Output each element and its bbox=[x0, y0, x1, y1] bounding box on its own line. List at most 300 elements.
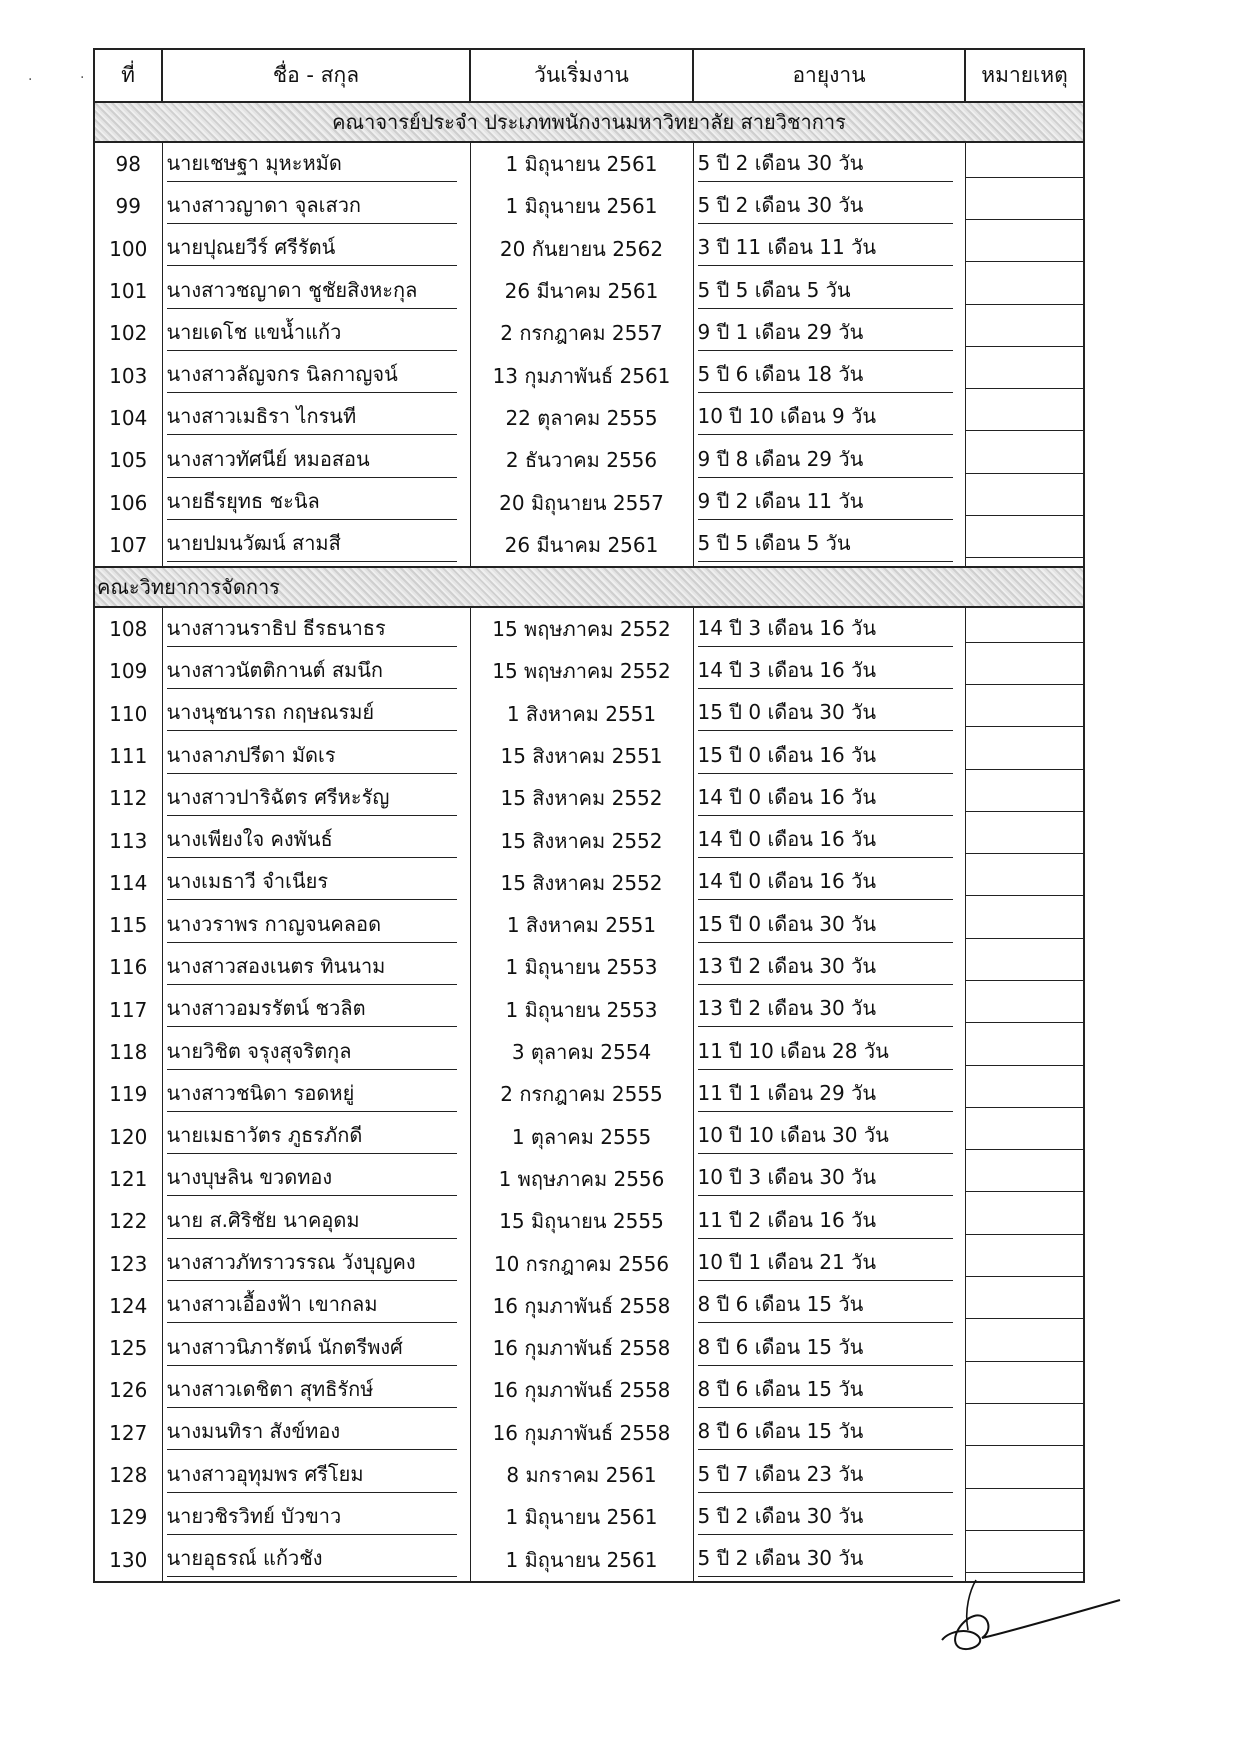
table-row bbox=[94, 1031, 1084, 1073]
name-cell bbox=[162, 1116, 470, 1158]
remark-line bbox=[966, 1462, 1084, 1489]
table-row bbox=[94, 312, 1084, 354]
tenure-cell bbox=[693, 693, 965, 735]
tenure-cell bbox=[693, 1369, 965, 1411]
person-name: นางสาวนราธิป ธีรธนาธร bbox=[167, 612, 457, 647]
person-name: นายเดโช แขน้ำแก้ว bbox=[167, 316, 457, 351]
remark-line bbox=[966, 1419, 1084, 1446]
section-header-row bbox=[94, 102, 1084, 142]
name-cell bbox=[162, 481, 470, 523]
start-date-cell: 1 มิถุนายน 2561 bbox=[470, 1539, 693, 1582]
remark-cell bbox=[965, 354, 1084, 396]
person-name: นางสาวชญาดา ชูชัยสิงหะกุล bbox=[167, 274, 457, 309]
scan-speck: · bbox=[80, 70, 85, 86]
row-number: 129 bbox=[94, 1496, 162, 1538]
table-row bbox=[94, 228, 1084, 270]
remark-cell bbox=[965, 1327, 1084, 1369]
tenure-value: 5 ปี 2 เดือน 30 วัน bbox=[698, 1542, 953, 1577]
person-name: นายเมธาวัตร ภูธรภักดี bbox=[167, 1119, 457, 1154]
remark-cell bbox=[965, 946, 1084, 988]
name-cell bbox=[162, 397, 470, 439]
start-date-cell: 15 สิงหาคม 2552 bbox=[470, 777, 693, 819]
table-row bbox=[94, 1242, 1084, 1284]
remark-cell bbox=[965, 439, 1084, 481]
personnel-table-page bbox=[93, 48, 1083, 1583]
start-date-cell: 16 กุมภาพันธ์ 2558 bbox=[470, 1327, 693, 1369]
remark-line bbox=[966, 1165, 1084, 1192]
person-name: นาย ส.ศิริชัย นาคอุดม bbox=[167, 1204, 457, 1239]
remark-line bbox=[966, 404, 1084, 431]
start-date-cell: 15 สิงหาคม 2552 bbox=[470, 819, 693, 861]
name-cell bbox=[162, 1285, 470, 1327]
person-name: นางสาวทัศนีย์ หมอสอน bbox=[167, 443, 457, 478]
row-number: 122 bbox=[94, 1200, 162, 1242]
tenure-cell bbox=[693, 1327, 965, 1369]
person-name: นางสาวชนิดา รอดหยู่ bbox=[167, 1077, 457, 1112]
table-row bbox=[94, 1412, 1084, 1454]
row-number: 113 bbox=[94, 819, 162, 861]
remark-cell bbox=[965, 1285, 1084, 1327]
tenure-cell bbox=[693, 312, 965, 354]
tenure-cell bbox=[693, 777, 965, 819]
name-cell bbox=[162, 142, 470, 185]
tenure-cell bbox=[693, 862, 965, 904]
name-cell bbox=[162, 1327, 470, 1369]
row-number: 104 bbox=[94, 397, 162, 439]
start-date-cell: 15 สิงหาคม 2551 bbox=[470, 735, 693, 777]
tenure-cell bbox=[693, 481, 965, 523]
start-date-cell: 1 พฤษภาคม 2556 bbox=[470, 1158, 693, 1200]
row-number: 116 bbox=[94, 946, 162, 988]
tenure-value: 3 ปี 11 เดือน 11 วัน bbox=[698, 231, 953, 266]
name-cell bbox=[162, 650, 470, 692]
header-remark: หมายเหตุ bbox=[965, 49, 1084, 102]
person-name: นายธีรยุทธ ชะนิล bbox=[167, 485, 457, 520]
remark-cell bbox=[965, 524, 1084, 567]
tenure-cell bbox=[693, 1073, 965, 1115]
remark-line bbox=[966, 1081, 1084, 1108]
remark-cell bbox=[965, 1496, 1084, 1538]
remark-line bbox=[966, 531, 1084, 558]
start-date-cell: 3 ตุลาคม 2554 bbox=[470, 1031, 693, 1073]
table-row bbox=[94, 904, 1084, 946]
table-row bbox=[94, 693, 1084, 735]
remark-cell bbox=[965, 862, 1084, 904]
person-name: นายปุณยวีร์ ศรีรัตน์ bbox=[167, 231, 457, 266]
header-start-date: วันเริ่มงาน bbox=[470, 49, 693, 102]
remark-line bbox=[966, 1504, 1084, 1531]
remark-cell bbox=[965, 777, 1084, 819]
name-cell bbox=[162, 1031, 470, 1073]
tenure-value: 10 ปี 10 เดือน 30 วัน bbox=[698, 1119, 953, 1154]
tenure-cell bbox=[693, 1158, 965, 1200]
tenure-cell bbox=[693, 735, 965, 777]
table-row bbox=[94, 1073, 1084, 1115]
remark-cell bbox=[965, 397, 1084, 439]
person-name: นางสาวภัทราวรรณ วังบุญคง bbox=[167, 1246, 457, 1281]
start-date-cell: 15 พฤษภาคม 2552 bbox=[470, 607, 693, 650]
remark-cell bbox=[965, 904, 1084, 946]
table-row bbox=[94, 989, 1084, 1031]
row-number: 98 bbox=[94, 142, 162, 185]
tenure-value: 5 ปี 5 เดือน 5 วัน bbox=[698, 274, 953, 309]
remark-line bbox=[966, 869, 1084, 896]
tenure-cell bbox=[693, 524, 965, 567]
person-name: นางสาวอมรรัตน์ ชวลิต bbox=[167, 992, 457, 1027]
header-tenure: อายุงาน bbox=[693, 49, 965, 102]
table-row bbox=[94, 185, 1084, 227]
remark-line bbox=[966, 912, 1084, 939]
start-date-cell: 15 มิถุนายน 2555 bbox=[470, 1200, 693, 1242]
section-header-row bbox=[94, 567, 1084, 607]
remark-cell bbox=[965, 1073, 1084, 1115]
name-cell bbox=[162, 1369, 470, 1411]
tenure-cell bbox=[693, 1496, 965, 1538]
start-date-cell: 1 มิถุนายน 2553 bbox=[470, 989, 693, 1031]
row-number: 119 bbox=[94, 1073, 162, 1115]
remark-cell bbox=[965, 270, 1084, 312]
table-body bbox=[94, 102, 1084, 1582]
tenure-value: 5 ปี 5 เดือน 5 วัน bbox=[698, 527, 953, 562]
handwritten-signature bbox=[930, 1570, 1130, 1660]
start-date-cell: 2 กรกฎาคม 2557 bbox=[470, 312, 693, 354]
person-name: นายอุธรณ์ แก้วชัง bbox=[167, 1542, 457, 1577]
person-name: นางเมธาวี จำเนียร bbox=[167, 865, 457, 900]
name-cell bbox=[162, 1496, 470, 1538]
row-number: 126 bbox=[94, 1369, 162, 1411]
tenure-value: 11 ปี 2 เดือน 16 วัน bbox=[698, 1204, 953, 1239]
tenure-cell bbox=[693, 904, 965, 946]
tenure-cell bbox=[693, 819, 965, 861]
tenure-cell bbox=[693, 1285, 965, 1327]
name-cell bbox=[162, 312, 470, 354]
person-name: นายวชิรวิทย์ บัวขาว bbox=[167, 1500, 457, 1535]
remark-line bbox=[966, 1250, 1084, 1277]
remark-cell bbox=[965, 1158, 1084, 1200]
person-name: นางสาวญาดา จุลเสวก bbox=[167, 189, 457, 224]
table-header-row bbox=[94, 49, 1084, 102]
remark-cell bbox=[965, 693, 1084, 735]
tenure-value: 8 ปี 6 เดือน 15 วัน bbox=[698, 1331, 953, 1366]
tenure-cell bbox=[693, 439, 965, 481]
remark-cell bbox=[965, 481, 1084, 523]
table-row bbox=[94, 142, 1084, 185]
name-cell bbox=[162, 819, 470, 861]
table-row bbox=[94, 1454, 1084, 1496]
table-row bbox=[94, 607, 1084, 650]
tenure-value: 14 ปี 0 เดือน 16 วัน bbox=[698, 823, 953, 858]
name-cell bbox=[162, 1242, 470, 1284]
row-number: 110 bbox=[94, 693, 162, 735]
row-number: 108 bbox=[94, 607, 162, 650]
row-number: 112 bbox=[94, 777, 162, 819]
table-row bbox=[94, 481, 1084, 523]
tenure-value: 8 ปี 6 เดือน 15 วัน bbox=[698, 1415, 953, 1450]
tenure-cell bbox=[693, 142, 965, 185]
remark-cell bbox=[965, 607, 1084, 650]
person-name: นายวิชิต จรุงสุจริตกุล bbox=[167, 1035, 457, 1070]
name-cell bbox=[162, 693, 470, 735]
remark-cell bbox=[965, 1031, 1084, 1073]
remark-line bbox=[966, 616, 1084, 643]
row-number: 111 bbox=[94, 735, 162, 777]
remark-cell bbox=[965, 1412, 1084, 1454]
remark-line bbox=[966, 700, 1084, 727]
name-cell bbox=[162, 735, 470, 777]
table-row bbox=[94, 946, 1084, 988]
tenure-cell bbox=[693, 1242, 965, 1284]
tenure-cell bbox=[693, 607, 965, 650]
start-date-cell: 1 มิถุนายน 2561 bbox=[470, 185, 693, 227]
person-name: นายเชษฐา มุหะหมัด bbox=[167, 147, 457, 182]
person-name: นางสาวเดชิตา สุทธิรักษ์ bbox=[167, 1373, 457, 1408]
start-date-cell: 20 กันยายน 2562 bbox=[470, 228, 693, 270]
start-date-cell: 13 กุมภาพันธ์ 2561 bbox=[470, 354, 693, 396]
row-number: 107 bbox=[94, 524, 162, 567]
remark-line bbox=[966, 320, 1084, 347]
personnel-table bbox=[93, 48, 1085, 1583]
table-row bbox=[94, 735, 1084, 777]
remark-cell bbox=[965, 650, 1084, 692]
remark-line bbox=[966, 151, 1084, 178]
remark-line bbox=[966, 278, 1084, 305]
tenure-cell bbox=[693, 1116, 965, 1158]
remark-line bbox=[966, 996, 1084, 1023]
tenure-value: 13 ปี 2 เดือน 30 วัน bbox=[698, 950, 953, 985]
tenure-value: 10 ปี 1 เดือน 21 วัน bbox=[698, 1246, 953, 1281]
row-number: 100 bbox=[94, 228, 162, 270]
tenure-value: 9 ปี 1 เดือน 29 วัน bbox=[698, 316, 953, 351]
row-number: 123 bbox=[94, 1242, 162, 1284]
name-cell bbox=[162, 228, 470, 270]
remark-line bbox=[966, 1208, 1084, 1235]
tenure-value: 15 ปี 0 เดือน 30 วัน bbox=[698, 908, 953, 943]
table-row bbox=[94, 1158, 1084, 1200]
remark-line bbox=[966, 785, 1084, 812]
name-cell bbox=[162, 989, 470, 1031]
tenure-value: 14 ปี 0 เดือน 16 วัน bbox=[698, 781, 953, 816]
table-row bbox=[94, 1327, 1084, 1369]
person-name: นางสาวเอื้องฟ้า เขากลม bbox=[167, 1288, 457, 1323]
start-date-cell: 16 กุมภาพันธ์ 2558 bbox=[470, 1285, 693, 1327]
tenure-cell bbox=[693, 1031, 965, 1073]
row-number: 124 bbox=[94, 1285, 162, 1327]
person-name: นางบุษลิน ขวดทอง bbox=[167, 1161, 457, 1196]
row-number: 128 bbox=[94, 1454, 162, 1496]
person-name: นางลาภปรีดา มัดเร bbox=[167, 739, 457, 774]
name-cell bbox=[162, 1539, 470, 1582]
start-date-cell: 16 กุมภาพันธ์ 2558 bbox=[470, 1369, 693, 1411]
row-number: 125 bbox=[94, 1327, 162, 1369]
tenure-value: 5 ปี 2 เดือน 30 วัน bbox=[698, 189, 953, 224]
tenure-value: 9 ปี 2 เดือน 11 วัน bbox=[698, 485, 953, 520]
remark-cell bbox=[965, 1369, 1084, 1411]
row-number: 118 bbox=[94, 1031, 162, 1073]
remark-line bbox=[966, 1123, 1084, 1150]
tenure-cell bbox=[693, 185, 965, 227]
tenure-value: 11 ปี 10 เดือน 28 วัน bbox=[698, 1035, 953, 1070]
tenure-value: 11 ปี 1 เดือน 29 วัน bbox=[698, 1077, 953, 1112]
remark-cell bbox=[965, 312, 1084, 354]
section-title: คณาจารย์ประจำ ประเภทพนักงานมหาวิทยาลัย สายวิชาการ bbox=[94, 102, 1084, 142]
remark-cell bbox=[965, 735, 1084, 777]
remark-cell bbox=[965, 142, 1084, 185]
tenure-value: 14 ปี 3 เดือน 16 วัน bbox=[698, 612, 953, 647]
header-name: ชื่อ - สกุล bbox=[162, 49, 470, 102]
remark-cell bbox=[965, 1454, 1084, 1496]
start-date-cell: 26 มีนาคม 2561 bbox=[470, 524, 693, 567]
remark-line bbox=[966, 235, 1084, 262]
remark-cell bbox=[965, 819, 1084, 861]
person-name: นางสาวลัญจกร นิลกาญจน์ bbox=[167, 358, 457, 393]
table-row bbox=[94, 270, 1084, 312]
tenure-value: 5 ปี 2 เดือน 30 วัน bbox=[698, 147, 953, 182]
start-date-cell: 10 กรกฎาคม 2556 bbox=[470, 1242, 693, 1284]
tenure-cell bbox=[693, 228, 965, 270]
tenure-value: 15 ปี 0 เดือน 16 วัน bbox=[698, 739, 953, 774]
table-row bbox=[94, 777, 1084, 819]
start-date-cell: 26 มีนาคม 2561 bbox=[470, 270, 693, 312]
start-date-cell: 1 ตุลาคม 2555 bbox=[470, 1116, 693, 1158]
remark-cell bbox=[965, 1242, 1084, 1284]
row-number: 103 bbox=[94, 354, 162, 396]
name-cell bbox=[162, 1454, 470, 1496]
start-date-cell: 1 มิถุนายน 2561 bbox=[470, 142, 693, 185]
start-date-cell: 1 สิงหาคม 2551 bbox=[470, 904, 693, 946]
tenure-value: 10 ปี 3 เดือน 30 วัน bbox=[698, 1161, 953, 1196]
start-date-cell: 20 มิถุนายน 2557 bbox=[470, 481, 693, 523]
row-number: 121 bbox=[94, 1158, 162, 1200]
remark-cell bbox=[965, 989, 1084, 1031]
remark-cell bbox=[965, 185, 1084, 227]
start-date-cell: 1 สิงหาคม 2551 bbox=[470, 693, 693, 735]
row-number: 102 bbox=[94, 312, 162, 354]
person-name: นางสาวนัตติกานต์ สมนึก bbox=[167, 654, 457, 689]
tenure-cell bbox=[693, 397, 965, 439]
person-name: นางสาวเมธิรา ไกรนที bbox=[167, 400, 457, 435]
tenure-cell bbox=[693, 946, 965, 988]
table-row bbox=[94, 862, 1084, 904]
start-date-cell: 2 กรกฎาคม 2555 bbox=[470, 1073, 693, 1115]
row-number: 117 bbox=[94, 989, 162, 1031]
tenure-value: 10 ปี 10 เดือน 9 วัน bbox=[698, 400, 953, 435]
name-cell bbox=[162, 862, 470, 904]
remark-line bbox=[966, 447, 1084, 474]
start-date-cell: 22 ตุลาคม 2555 bbox=[470, 397, 693, 439]
tenure-cell bbox=[693, 989, 965, 1031]
name-cell bbox=[162, 1158, 470, 1200]
name-cell bbox=[162, 946, 470, 988]
tenure-value: 8 ปี 6 เดือน 15 วัน bbox=[698, 1373, 953, 1408]
row-number: 99 bbox=[94, 185, 162, 227]
start-date-cell: 16 กุมภาพันธ์ 2558 bbox=[470, 1412, 693, 1454]
tenure-cell bbox=[693, 270, 965, 312]
tenure-value: 15 ปี 0 เดือน 30 วัน bbox=[698, 696, 953, 731]
name-cell bbox=[162, 1412, 470, 1454]
header-no: ที่ bbox=[94, 49, 162, 102]
tenure-cell bbox=[693, 1412, 965, 1454]
remark-line bbox=[966, 362, 1084, 389]
section-title: คณะวิทยาการจัดการ bbox=[94, 567, 1084, 607]
person-name: นางสาวอุทุมพร ศรีโยม bbox=[167, 1458, 457, 1493]
remark-line bbox=[966, 1377, 1084, 1404]
name-cell bbox=[162, 1200, 470, 1242]
tenure-cell bbox=[693, 650, 965, 692]
table-row bbox=[94, 1496, 1084, 1538]
remark-cell bbox=[965, 228, 1084, 270]
table-row bbox=[94, 439, 1084, 481]
person-name: นางมนทิรา สังข์ทอง bbox=[167, 1415, 457, 1450]
person-name: นางสาวปาริฉัตร ศรีหะรัญ bbox=[167, 781, 457, 816]
remark-line bbox=[966, 827, 1084, 854]
table-row bbox=[94, 819, 1084, 861]
remark-line bbox=[966, 1039, 1084, 1066]
name-cell bbox=[162, 439, 470, 481]
tenure-value: 9 ปี 8 เดือน 29 วัน bbox=[698, 443, 953, 478]
table-row bbox=[94, 1285, 1084, 1327]
row-number: 115 bbox=[94, 904, 162, 946]
remark-cell bbox=[965, 1200, 1084, 1242]
table-row bbox=[94, 397, 1084, 439]
remark-line bbox=[966, 954, 1084, 981]
tenure-value: 14 ปี 3 เดือน 16 วัน bbox=[698, 654, 953, 689]
row-number: 120 bbox=[94, 1116, 162, 1158]
start-date-cell: 1 มิถุนายน 2553 bbox=[470, 946, 693, 988]
start-date-cell: 15 พฤษภาคม 2552 bbox=[470, 650, 693, 692]
row-number: 114 bbox=[94, 862, 162, 904]
remark-line bbox=[966, 1335, 1084, 1362]
person-name: นางนุชนารถ กฤษณรมย์ bbox=[167, 696, 457, 731]
person-name: นางสาวนิภารัตน์ นักตรีพงศ์ bbox=[167, 1331, 457, 1366]
person-name: นางเพียงใจ คงพันธ์ bbox=[167, 823, 457, 858]
name-cell bbox=[162, 185, 470, 227]
row-number: 130 bbox=[94, 1539, 162, 1582]
tenure-value: 5 ปี 2 เดือน 30 วัน bbox=[698, 1500, 953, 1535]
name-cell bbox=[162, 607, 470, 650]
table-row bbox=[94, 1116, 1084, 1158]
start-date-cell: 15 สิงหาคม 2552 bbox=[470, 862, 693, 904]
tenure-cell bbox=[693, 1539, 965, 1582]
tenure-value: 14 ปี 0 เดือน 16 วัน bbox=[698, 865, 953, 900]
tenure-cell bbox=[693, 1200, 965, 1242]
remark-line bbox=[966, 489, 1084, 516]
row-number: 109 bbox=[94, 650, 162, 692]
person-name: นางวราพร กาญจนคลอด bbox=[167, 908, 457, 943]
tenure-value: 8 ปี 6 เดือน 15 วัน bbox=[698, 1288, 953, 1323]
remark-line bbox=[966, 193, 1084, 220]
remark-line bbox=[966, 743, 1084, 770]
remark-cell bbox=[965, 1116, 1084, 1158]
table-row bbox=[94, 1369, 1084, 1411]
row-number: 106 bbox=[94, 481, 162, 523]
start-date-cell: 8 มกราคม 2561 bbox=[470, 1454, 693, 1496]
table-row bbox=[94, 1200, 1084, 1242]
table-row bbox=[94, 524, 1084, 567]
row-number: 127 bbox=[94, 1412, 162, 1454]
person-name: นายปมนวัฒน์ สามสี bbox=[167, 527, 457, 562]
tenure-value: 5 ปี 7 เดือน 23 วัน bbox=[698, 1458, 953, 1493]
name-cell bbox=[162, 524, 470, 567]
table-row bbox=[94, 354, 1084, 396]
remark-line bbox=[966, 658, 1084, 685]
tenure-value: 13 ปี 2 เดือน 30 วัน bbox=[698, 992, 953, 1027]
name-cell bbox=[162, 270, 470, 312]
tenure-cell bbox=[693, 354, 965, 396]
remark-line bbox=[966, 1292, 1084, 1319]
name-cell bbox=[162, 777, 470, 819]
tenure-value: 5 ปี 6 เดือน 18 วัน bbox=[698, 358, 953, 393]
row-number: 101 bbox=[94, 270, 162, 312]
